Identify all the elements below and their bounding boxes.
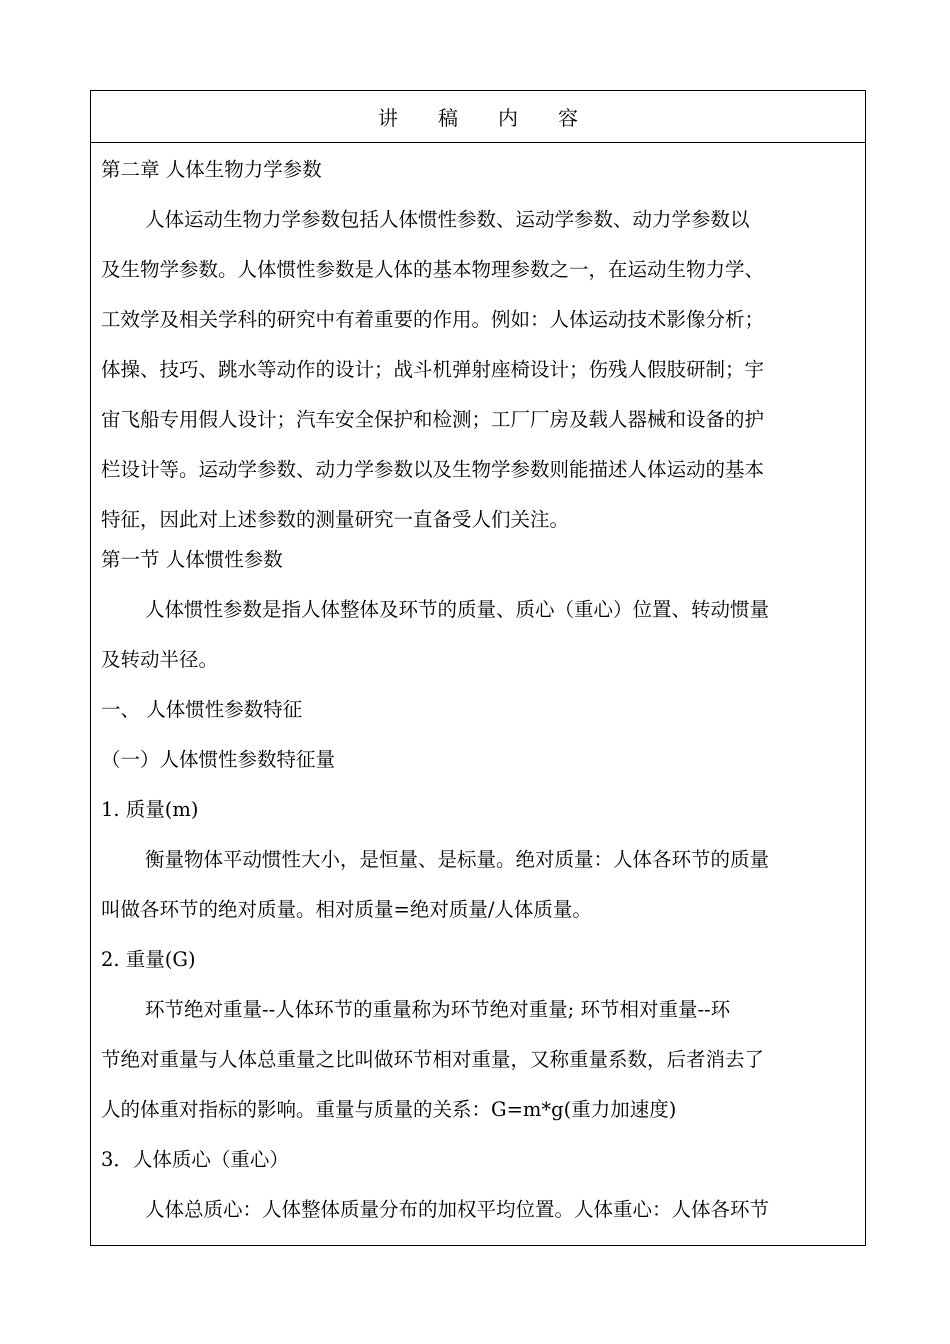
content-line: 栏设计等。运动学参数、动力学参数以及生物学参数则能描述人体运动的基本 [101, 458, 765, 481]
content-line: （一）人体惯性参数特征量 [101, 748, 336, 771]
table-header-row [91, 91, 865, 143]
content-line: 人体惯性参数是指人体整体及环节的质量、质心（重心）位置、转动惯量 [145, 598, 770, 621]
content-line: 及生物学参数。人体惯性参数是人体的基本物理参数之一，在运动生物力学、 [101, 258, 765, 281]
content-line: 环节绝对重量--人体环节的重量称为环节绝对重量; 环节相对重量--环 [145, 998, 731, 1021]
content-line: 2. 重量(G) [101, 948, 196, 971]
content-line: 体操、技巧、跳水等动作的设计；战斗机弹射座椅设计；伤残人假肢研制；宇 [101, 358, 765, 381]
content-line: 第一节 人体惯性参数 [101, 548, 283, 571]
content-line: 人体运动生物力学参数包括人体惯性参数、运动学参数、动力学参数以 [145, 208, 750, 231]
content-line: 特征，因此对上述参数的测量研究一直备受人们关注。 [101, 508, 570, 531]
content-line: 节绝对重量与人体总重量之比叫做环节相对重量，又称重量系数，后者消去了 [101, 1048, 765, 1071]
content-line: 人的体重对指标的影响。重量与质量的关系：G=m*g(重力加速度) [101, 1098, 677, 1121]
content-line: 一、 人体惯性参数特征 [101, 698, 303, 721]
lecture-table [90, 90, 866, 1246]
content-line: 及转动半径。 [101, 648, 219, 671]
content-line: 3．人体质心（重心） [101, 1148, 289, 1171]
content-line: 衡量物体平动惯性大小，是恒量、是标量。绝对质量：人体各环节的质量 [145, 848, 770, 871]
content-line: 人体总质心：人体整体质量分布的加权平均位置。人体重心：人体各环节 [145, 1198, 770, 1221]
content-line: 叫做各环节的绝对质量。相对质量=绝对质量/人体质量。 [101, 898, 592, 921]
content-line: 第二章 人体生物力学参数 [101, 158, 322, 181]
content-line: 工效学及相关学科的研究中有着重要的作用。例如：人体运动技术影像分析； [101, 308, 765, 331]
table-header-title: 讲稿内容 [378, 106, 618, 130]
content-line: 1. 质量(m) [101, 798, 199, 821]
content-line: 宙飞船专用假人设计；汽车安全保护和检测；工厂厂房及载人器械和设备的护 [101, 408, 765, 431]
